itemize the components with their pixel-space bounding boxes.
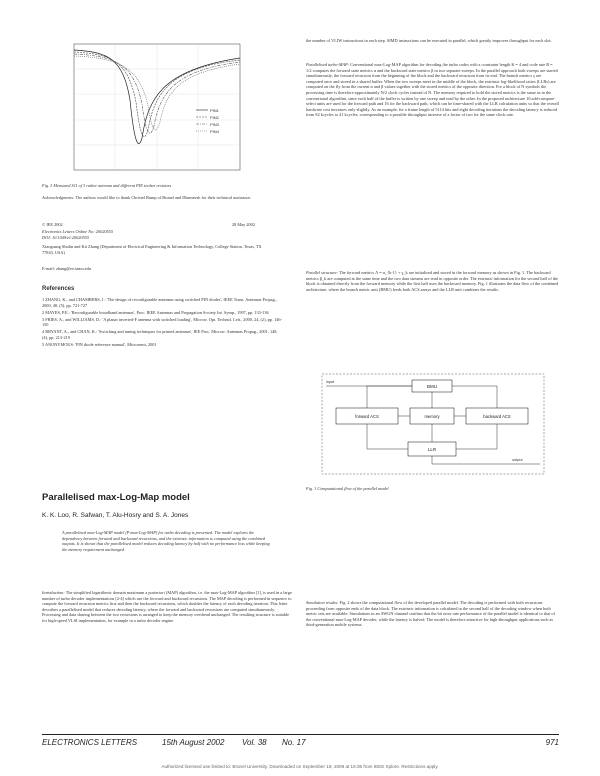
article-authors: K. K. Loo, R. Safwan, T. Alu-Hosry and S. A. Jones xyxy=(42,512,189,519)
fig3-legend-3: PIN3 xyxy=(210,122,219,127)
footer-bar xyxy=(42,738,559,747)
structure-lead: Parallel structure: xyxy=(306,270,338,275)
fig1-bwd-label: backward ACS xyxy=(483,414,511,419)
fig1-mem-label: memory xyxy=(424,414,440,419)
references-list xyxy=(42,297,282,349)
download-notice: Authorized licensed use limited to: Brunel University. Downloaded on September 19, 2009 at 15:36 from IEEE Xplore. Restrictions apply. xyxy=(161,764,439,769)
fig1-input-label: input xyxy=(326,380,335,384)
affiliation: Xiaoguang Shulin and Kit Zhang (Department of Electrical Engineering & Information Technology, College Station, Texas, TX 77843, USA) xyxy=(42,244,262,255)
reference-item: 1 ZHANG, K., and CHAMBERS, J.: 'The design of reconfigurable antennas using switched PIN diodes', IEEE Trans. Antennas Propag., 2000, 48, (5), pp. 721-727 xyxy=(42,297,277,308)
fig3-chart xyxy=(68,40,248,178)
fig3-legend xyxy=(196,108,220,134)
fig1-diagram xyxy=(312,368,552,480)
fig1-llr-label: LLR xyxy=(427,447,437,452)
references-title: References xyxy=(42,286,75,292)
copyright-text: © IEE 2002 xyxy=(42,222,63,227)
fig1-fwd-label: forward ACS xyxy=(355,414,379,419)
footer-volume: Vol. 38 xyxy=(242,738,267,747)
received-date: 28 May 2002 xyxy=(232,222,255,227)
parallel-turbo-map-section xyxy=(306,62,559,262)
fig3-caption: Fig. 3 Measured S11 of 3 rather antenna and different PIN toolset resistors xyxy=(42,183,172,188)
footer-rule xyxy=(42,734,559,735)
article-title: Parallelised max-Log-Map model xyxy=(42,492,190,503)
simulation-lead: Simulation results: xyxy=(306,600,339,605)
article-abstract: A parallelised max-Log-MAP model (P max-Log-MAP) for turbo decoding is presented. The model explores the dependency between forward and backward recursions, and the extrinsic information is computed using the combined outputs. It is shown that the parallelised model reduces decoding latency by half with no performance loss while keeping the memory requirement unchanged. xyxy=(62,530,270,552)
right-continuation: the number of VLIW instructions in each step. SIMD instructions can be executed in parallel, which greatly improves throughput for each slot. xyxy=(306,38,552,43)
intro-lead: Introduction: xyxy=(42,590,65,595)
email: E-mail: zhang@ee.tamu.edu xyxy=(42,266,91,271)
parallel-text: Conventional max-Log-MAP algorithm for decoding the turbo codes with a constraint length K = 4 and code rate R = 1/2 computes the forward state metrics α and the backward state metrics β in two separate sweeps. In the parallel approach both sweeps are started simultaneously, the forward recursion from the beginning of the block and the backward recursion from its end. The branch metrics γ are computed once and stored in a shared buffer. When the two sweeps meet in the middle of the block, the extrinsic log-likelihood ratios (LLRs) are computed on the fly from the current α and β values together with the stored metrics of the opposite direction. For a block of N symbols the processing time is therefore approximately N/2 clock cycles instead of N. The memory required to hold the stored metrics is the same as in the conventional algorithm, since each half of the buffer is written by one sweep and read by the other. In the proposed architecture 16 add-compare-select units are used for the forward path and 16 for the backward path, which can be time-shared with the LLR calculation units so that the overall hardware cost increases only slightly. As an example, for a frame length of 5114 bits and eight decoding iterations the decoding latency is reduced from 82 kcycles to 41 kcycles, corresponding to a possible throughput increase of a factor of two for the same clock rate. xyxy=(306,62,559,118)
fig3-legend-2: PIN2 xyxy=(210,115,219,120)
fig1-output-label: output xyxy=(512,458,523,462)
footer-journal: ELECTRONICS LETTERS xyxy=(42,738,138,747)
acknowledgments xyxy=(42,195,294,201)
fig3-legend-1: PIN1 xyxy=(210,108,219,113)
reference-item: 3 FRIES, A., and WILLIAMS, D.: 'A planar inverted-F antenna with switched loading', Microw. Opt. Technol. Lett., 2000, 24, (2), pp. 146-150 xyxy=(42,316,282,328)
introduction xyxy=(42,590,294,730)
fig1-bmu-label: BMU xyxy=(427,384,437,389)
structure-text: The forward metrics Λ = α_{k-1} + γ_k are initialised and stored in the forward memory as shown in Fig. 1. The backward metrics β_k are computed at the same time and the two data streams are read in opposite order. The extrinsic information for the second half of the block is obtained directly from the forward memory while the first half uses the backward memory. Fig. 1 illustrates the data flow of the combined architecture, where the branch metric unit (BMU) feeds both ACS arrays and the LLR unit combines the results. xyxy=(306,270,559,292)
reference-item: 5 ANONYMOUS: 'PIN diode reference manual', Microsemi, 2001 xyxy=(42,342,157,348)
footer-issue: No. 17 xyxy=(282,738,306,747)
parallel-lead: Parallelised turbo-MAP: xyxy=(306,62,350,67)
fig1-caption: Fig. 1 Computational flow of the parallel model xyxy=(306,486,389,491)
journal-line: Electronics Letters Online No: 20020555 xyxy=(42,229,113,234)
parallel-structure-section xyxy=(306,270,559,362)
ack-text: The authors would like to thank Christel Bump of Brunel and Dhameesh for their technical assistance. xyxy=(75,195,252,200)
footer-page: 971 xyxy=(545,738,559,747)
fig3-legend-4: PIN4 xyxy=(210,129,219,134)
simulation-section xyxy=(306,600,559,730)
ack-lead: Acknowledgments: xyxy=(42,195,75,200)
intro-text: The simplified logarithmic domain maximum a posteriori (MAP) algorithm, i.e. the max-Log-MAP algorithm [1], is used in a large number of turbo decoder implementations [2-4] which use the forward and backward recursions. The MAP decoding is performed in sequence to compute the forward recursion metrics first and then the backward recursions, which doubles the latency of each decoding iteration. This letter describes a parallelised model that reduces decoding latency, where the forward and backward recursions are computed simultaneously. Processing and data sharing between the two recursions is arranged to keep the memory overhead unchanged. The resulting structure is suitable for high-speed VLSI implementation, for example in a turbo decoder engine. xyxy=(42,590,292,623)
simulation-text: Fig. 2 shows the computational flow of the developed parallel model. The decoding is performed with both recursions proceeding from opposite ends of the data block. The extrinsic information is calculated in the second half of the decoding window when both metric sets are available. Simulations in an AWGN channel confirm that the bit error rate performance of the parallel model is identical to that of the conventional max-Log-MAP decoder, while the latency is halved. The model is therefore attractive for high-throughput applications such as third-generation mobile systems. xyxy=(306,600,555,628)
reference-item: 4 BRYANT, A., and CHAN, K.: 'Switching and tuning techniques for printed antennas', IEE Proc. Microw. Antennas Propag., 2001, 148, (4), pp. 213-219 xyxy=(42,329,278,341)
doi-line: DOI: 10.1049/el:20020555 xyxy=(42,235,90,240)
reference-item: 2 MAYES, P.E.: 'Reconfigurable broadband antennas', Proc. IEEE Antennas and Propagation Society Int. Symp., 1997, pp. 133-136 xyxy=(42,309,269,315)
copyright-line xyxy=(42,222,294,228)
footer-date: 15th August 2002 xyxy=(162,738,225,747)
